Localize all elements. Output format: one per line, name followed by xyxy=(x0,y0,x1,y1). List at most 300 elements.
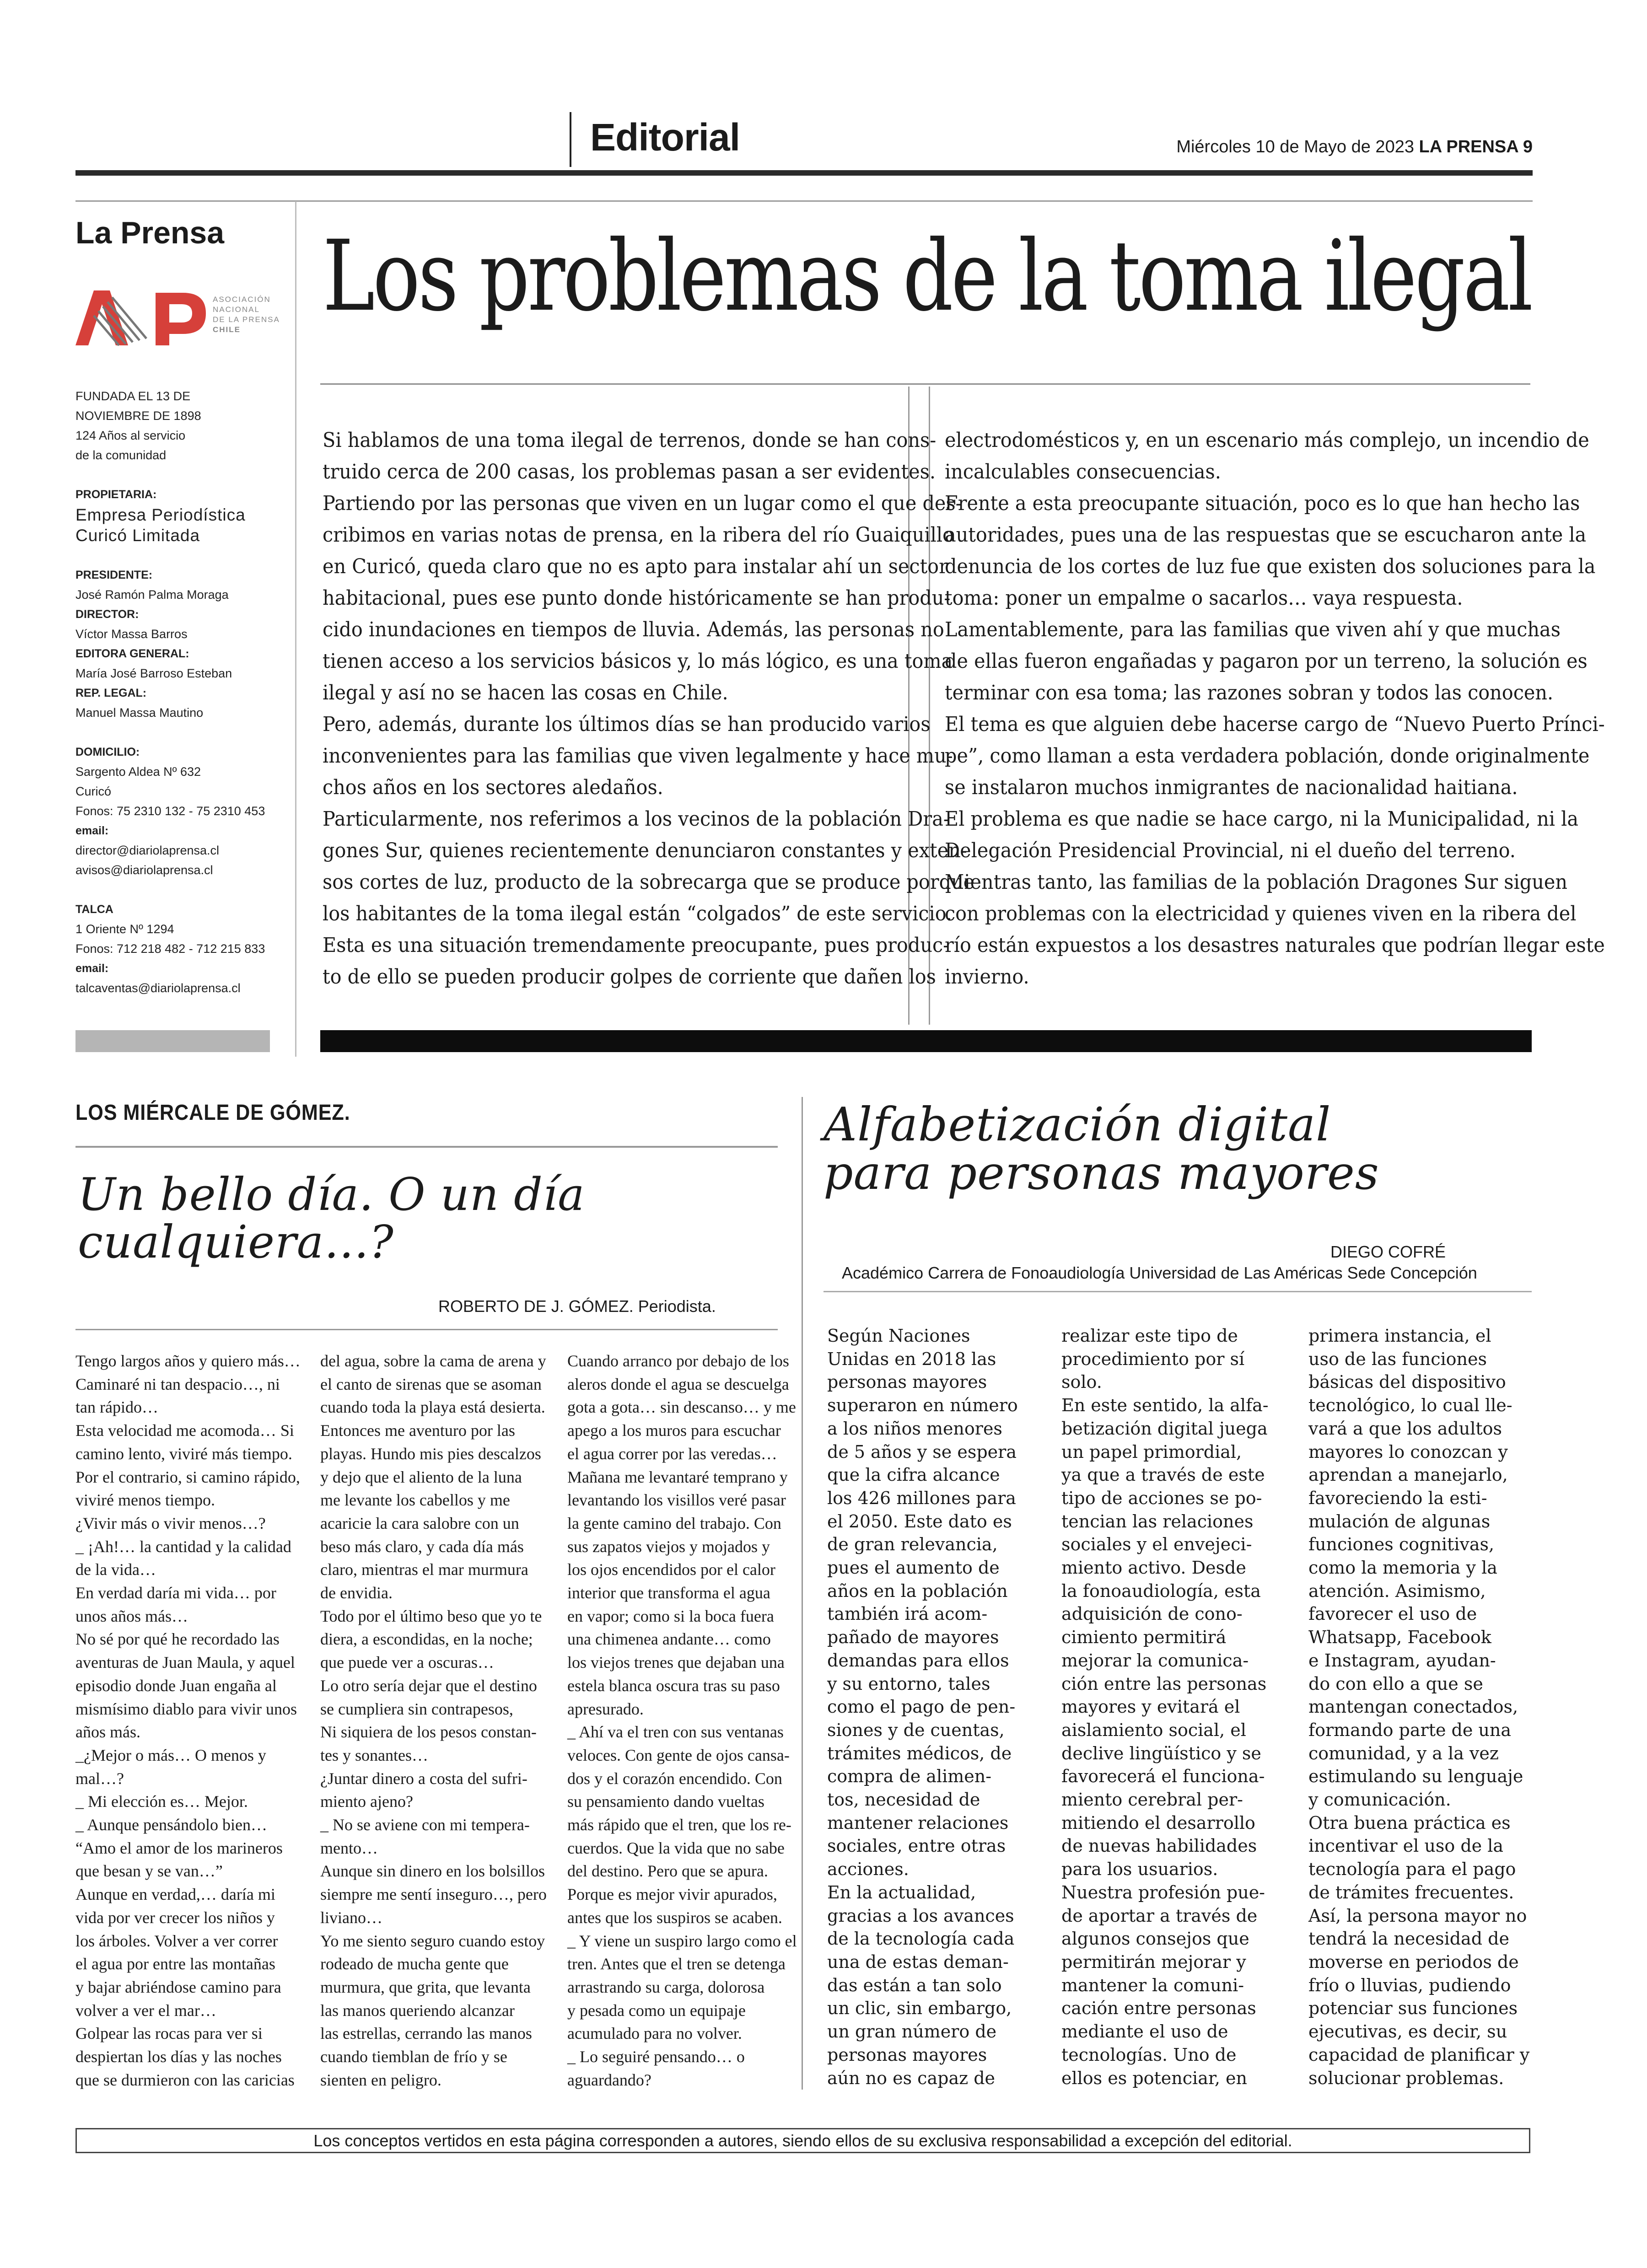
text-line: antes que los suspiros se acaben. xyxy=(567,1908,782,1927)
text-line: Particularmente, nos referimos a los vecinos de la población Dra- xyxy=(323,807,950,831)
text-line: das están a tan solo xyxy=(827,1975,1002,1995)
text-line: Pero, además, durante los últimos días se han producido varios xyxy=(323,713,931,736)
text-line: _ No se aviene con mi tempera- xyxy=(320,1816,530,1834)
text-line: pues el aumento de xyxy=(827,1558,1000,1578)
text-line: se instalaron muchos inmigrantes de nacionalidad haitiana. xyxy=(945,776,1518,799)
text-line: ilegal y así no se hacen las cosas en Chile. xyxy=(323,681,728,704)
anp-logo-mark xyxy=(75,290,206,345)
text-line: aún no es capaz de xyxy=(827,2068,996,2088)
text-line: trámites médicos, de xyxy=(827,1743,1012,1763)
text-line: Cuando arranco por debajo de los xyxy=(567,1352,789,1370)
text-line: para los usuarios. xyxy=(1061,1859,1218,1880)
text-line: acciones. xyxy=(827,1859,909,1880)
text-line: Todo por el último beso que yo te xyxy=(320,1607,542,1625)
text-line: mayores lo conozcan y xyxy=(1308,1441,1508,1462)
text-line: miento cerebral per- xyxy=(1061,1790,1243,1810)
text-line: a los niños menores xyxy=(827,1418,1002,1439)
text-line: y comunicación. xyxy=(1308,1790,1451,1810)
text-line: declive lingüístico y se xyxy=(1061,1743,1261,1763)
text-line: invierno. xyxy=(945,965,1029,989)
text-line: tos, necesidad de xyxy=(827,1790,980,1810)
text-line: arrastrando su carga, dolorosa xyxy=(567,1978,765,1996)
text-line: cribimos en varias notas de prensa, en la ribera del río Guaiquillo xyxy=(323,523,954,547)
text-line: cido inundaciones en tiempos de lluvia. Además, las personas no xyxy=(323,618,944,641)
text-line: mismísimo diablo para vivir unos xyxy=(75,1699,297,1718)
text-line: se cumpliera sin contrapesos, xyxy=(320,1699,513,1718)
text-line: Mientras tanto, las familias de la población Dragones Sur siguen xyxy=(945,871,1567,894)
text-line: las manos queriendo alcanzar xyxy=(320,2001,515,2020)
email-label: email: xyxy=(75,824,109,837)
text-line: mantengan conectados, xyxy=(1308,1697,1518,1717)
text-line: atención. Asimismo, xyxy=(1308,1580,1486,1601)
text-line: aguardando? xyxy=(567,2070,651,2089)
text-line: sos cortes de luz, producto de la sobrecarga que se produce porque xyxy=(323,871,975,894)
text-line: despiertan los días y las noches xyxy=(75,2048,282,2066)
text-line: levantando los visillos veré pasar xyxy=(567,1491,786,1510)
text-line: mal…? xyxy=(75,1769,124,1788)
svg-text:CHILE: CHILE xyxy=(213,325,241,334)
alfabetizacion-column-3 xyxy=(1308,1324,1529,2090)
text-line: apego a los muros para escuchar xyxy=(567,1421,781,1440)
headline-rule xyxy=(320,383,1530,385)
text-line: Aunque en verdad,… daría mi xyxy=(75,1885,275,1904)
text-line: acumulado para no volver. xyxy=(567,2024,742,2043)
text-line: básicas del dispositivo xyxy=(1308,1372,1506,1392)
text-line: del agua, sobre la cama de arena y xyxy=(320,1352,546,1370)
text-line: su pensamiento dando vueltas xyxy=(567,1792,764,1811)
text-line: cuando toda la playa está desierta. xyxy=(320,1398,545,1417)
text-line: favorecer el uso de xyxy=(1308,1604,1477,1624)
gomez-column-1 xyxy=(75,1349,301,2092)
text-line: incalculables consecuencias. xyxy=(945,460,1221,484)
text-line: miento activo. Desde xyxy=(1061,1558,1246,1578)
text-line: demandas para ellos xyxy=(827,1650,1009,1671)
text-line: cuerdos. Que la vida que no sabe xyxy=(567,1838,785,1857)
text-line: tecnología para el pago xyxy=(1308,1859,1516,1880)
text-line: mitiendo el desarrollo xyxy=(1061,1812,1255,1833)
talca-address: 1 Oriente Nº 1294 xyxy=(75,922,174,936)
text-line: _ Y viene un suspiro largo como el xyxy=(567,1931,797,1950)
text-line: la fonoaudiología, esta xyxy=(1061,1580,1261,1601)
text-line: Caminaré ni tan despacio…, ni xyxy=(75,1375,280,1393)
owner-name: Empresa Periodística xyxy=(75,505,246,524)
text-line: ejecutivas, es decir, su xyxy=(1308,2021,1507,2042)
text-line: ellos es potenciar, en xyxy=(1061,2068,1247,2088)
text-line: mantener relaciones xyxy=(827,1812,1009,1833)
text-line: algunos consejos que xyxy=(1061,1929,1249,1949)
text-line: _ Aunque pensándolo bien… xyxy=(75,1816,267,1834)
text-line: denuncia de los cortes de luz fue que existen dos soluciones para la xyxy=(945,555,1596,578)
text-line: Frente a esta preocupante situación, poco es lo que han hecho las xyxy=(945,492,1580,515)
staff-label: EDITORA GENERAL: xyxy=(75,647,189,660)
kicker-rule xyxy=(75,1146,778,1148)
text-line: dos y el corazón encendido. Con xyxy=(567,1769,782,1788)
text-line: gracias a los avances xyxy=(827,1905,1014,1926)
text-line: murmura, que grita, que levanta xyxy=(320,1978,531,1996)
text-line: No sé por qué he recordado las xyxy=(75,1630,280,1649)
text-line: veloces. Con gente de ojos cansa- xyxy=(567,1746,790,1764)
owner-name: Curicó Limitada xyxy=(75,526,200,545)
text-line: to de ello se pueden producir golpes de corriente que dañen los xyxy=(323,965,936,989)
text-line: e Instagram, ayudan- xyxy=(1308,1650,1496,1671)
text-line: _ ¡Ah!… la cantidad y la calidad xyxy=(75,1537,291,1556)
text-line: Aunque sin dinero en los bolsillos xyxy=(320,1862,545,1881)
svg-text:ASOCIACIÓN: ASOCIACIÓN xyxy=(213,295,271,304)
text-line: ya que a través de este xyxy=(1061,1465,1265,1485)
anp-logo-caption xyxy=(213,295,280,334)
text-line: aleros donde el agua se descuelga xyxy=(567,1375,789,1393)
text-line: más rápido que el tren, que los re- xyxy=(567,1816,791,1834)
text-line: estimulando su lenguaje xyxy=(1308,1766,1523,1787)
text-line: realizar este tipo de xyxy=(1061,1326,1238,1346)
text-line: El problema es que nadie se hace cargo, ni la Municipalidad, ni la xyxy=(945,807,1579,831)
text-line: mayores y evitará el xyxy=(1061,1697,1240,1717)
section-title: Editorial xyxy=(590,116,740,159)
text-line: las estrellas, cerrando las manos xyxy=(320,2024,532,2043)
text-line: estela blanca oscura tras su paso xyxy=(567,1676,780,1695)
text-line: que se durmieron con las caricias xyxy=(75,2070,295,2089)
text-line: el canto de sirenas que se asoman xyxy=(320,1375,542,1393)
staff-name: Manuel Massa Mautino xyxy=(75,706,204,720)
text-line: solo. xyxy=(1061,1372,1102,1392)
text-line: siempre me sentí inseguro…, pero xyxy=(320,1885,547,1904)
text-line: Así, la persona mayor no xyxy=(1308,1905,1527,1926)
text-line: ¿Juntar dinero a costa del sufri- xyxy=(320,1769,527,1788)
text-line: tecnológico, lo cual lle- xyxy=(1308,1395,1512,1416)
text-line: viviré menos tiempo. xyxy=(75,1491,215,1510)
text-line: cación entre personas xyxy=(1061,1998,1256,2019)
text-line: liviano… xyxy=(320,1908,382,1927)
byline-rule xyxy=(824,1291,1532,1292)
founded-line: 124 Años al servicio xyxy=(75,429,186,442)
text-line: tes y sonantes… xyxy=(320,1746,428,1764)
text-line: favorecerá el funciona- xyxy=(1061,1766,1265,1787)
text-line: capacidad de planificar y xyxy=(1308,2044,1530,2065)
text-line: diera, a escondidas, en la noche; xyxy=(320,1630,533,1649)
staff-name: María José Barroso Esteban xyxy=(75,666,232,680)
text-line: Golpear las rocas para ver si xyxy=(75,2024,263,2043)
text-line: _ Ahí va el tren con sus ventanas xyxy=(567,1723,784,1741)
gomez-column-2 xyxy=(320,1349,547,2092)
text-line: mantener la comuni- xyxy=(1061,1975,1244,1995)
text-line: de envidia. xyxy=(320,1584,393,1602)
text-line: tienen acceso a los servicios básicos y, lo más lógico, es una toma xyxy=(323,650,953,673)
text-line: de la vida… xyxy=(75,1560,156,1579)
staff-name: Víctor Massa Barros xyxy=(75,627,188,641)
text-line: permitirán mejorar y xyxy=(1061,1951,1246,1972)
text-line: apresurado. xyxy=(567,1699,644,1718)
text-line: Mañana me levantaré temprano y xyxy=(567,1467,788,1486)
editorial-column-2 xyxy=(945,425,1647,993)
text-line: siones y de cuentas, xyxy=(827,1720,1005,1740)
gomez-title-line: Un bello día. O un día xyxy=(78,1169,585,1221)
email-link[interactable]: avisos@diariolaprensa.cl xyxy=(75,863,213,877)
alfabetizacion-column-2 xyxy=(1061,1324,1269,2090)
text-line: de la tecnología cada xyxy=(827,1929,1015,1949)
text-line: superaron en número xyxy=(827,1395,1018,1416)
text-line: interior que transforma el agua xyxy=(567,1584,770,1602)
text-line: río están expuestos a los desastres naturales que podrían llegar este xyxy=(945,934,1605,957)
text-line: una chimenea andante… como xyxy=(567,1630,771,1649)
text-line: vida por ver crecer los niños y xyxy=(75,1908,275,1927)
text-line: camino lento, viviré más tiempo. xyxy=(75,1444,292,1463)
text-line: Entonces me aventuro por las xyxy=(320,1421,515,1440)
text-line: autoridades, pues una de las respuestas que se escucharon ante la xyxy=(945,523,1587,547)
text-line: terminar con esa toma; las razones sobran y todos las conocen. xyxy=(945,681,1554,704)
text-line: formando parte de una xyxy=(1308,1720,1512,1740)
text-line: tipo de acciones se po- xyxy=(1061,1488,1262,1508)
text-line: unos años más… xyxy=(75,1607,188,1625)
talca-phone: Fonos: 712 218 482 - 712 215 833 xyxy=(75,942,265,956)
text-line: beso más claro, y cada día más xyxy=(320,1537,524,1556)
text-line: el agua correr por las veredas… xyxy=(567,1444,777,1463)
text-line: que puede ver a oscuras… xyxy=(320,1653,494,1672)
text-line: el 2050. Este dato es xyxy=(827,1511,1012,1532)
text-line: un papel primordial, xyxy=(1061,1441,1242,1462)
text-line: un clic, sin embargo, xyxy=(827,1998,1012,2019)
header-rule xyxy=(75,170,1533,176)
text-line: sociales y el envejeci- xyxy=(1061,1534,1252,1555)
text-line: ción entre las personas xyxy=(1061,1673,1267,1694)
text-line: volver a ver el mar… xyxy=(75,2001,216,2020)
text-line: Ni siquiera de los pesos constan- xyxy=(320,1723,537,1741)
text-line: _ Lo seguiré pensando… o xyxy=(567,2048,745,2066)
staff-label: REP. LEGAL: xyxy=(75,687,147,699)
text-line: los ojos encendidos por el calor xyxy=(567,1560,775,1579)
text-line: claro, mientras el mar murmura xyxy=(320,1560,528,1579)
text-line: En la actualidad, xyxy=(827,1882,976,1903)
text-line: aventuras de Juan Maula, y aquel xyxy=(75,1653,295,1672)
founded-line: NOVIEMBRE DE 1898 xyxy=(75,409,201,423)
text-line: episodio donde Juan engaña al xyxy=(75,1676,277,1695)
text-line: Whatsapp, Facebook xyxy=(1308,1627,1491,1648)
gomez-title-line: cualquiera…? xyxy=(78,1216,394,1268)
text-line: sienten en peligro. xyxy=(320,2070,441,2089)
text-line: sus zapatos viejos y mojados y xyxy=(567,1537,770,1556)
text-line: do con ello a que se xyxy=(1308,1673,1483,1694)
alfabetizacion-title-line: Alfabetización digital xyxy=(824,1097,1331,1151)
alfabetizacion-title-line: para personas mayores xyxy=(824,1146,1379,1200)
text-line: ¿Vivir más o vivir menos…? xyxy=(75,1514,266,1532)
text-line: mediante el uso de xyxy=(1061,2021,1228,2042)
text-line: tecnologías. Uno de xyxy=(1061,2044,1237,2065)
masthead-bar xyxy=(75,1030,270,1052)
text-line: Unidas en 2018 las xyxy=(827,1349,996,1369)
text-line: funciones cognitivas, xyxy=(1308,1534,1495,1555)
text-line: playas. Hundo mis pies descalzos xyxy=(320,1444,541,1463)
text-line: miento ajeno? xyxy=(320,1792,413,1811)
text-line: y dejo que el aliento de la luna xyxy=(320,1467,522,1486)
editorial-column-1 xyxy=(323,425,1016,993)
text-line: _ Mi elección es… Mejor. xyxy=(75,1792,248,1811)
text-line: El tema es que alguien debe hacerse cargo de “Nuevo Puerto Prínci- xyxy=(945,713,1605,736)
text-line: aislamiento social, el xyxy=(1061,1720,1246,1740)
text-line: un gran número de xyxy=(827,2021,997,2042)
text-line: de 5 años y se espera xyxy=(827,1441,1017,1462)
owner-label: PROPIETARIA: xyxy=(75,488,157,501)
editorial-bottom-bar xyxy=(320,1030,1532,1052)
text-line: moverse en periodos de xyxy=(1308,1951,1519,1972)
founded-line: de la comunidad xyxy=(75,448,167,462)
text-line: y bajar abriéndose camino para xyxy=(75,1978,281,1996)
text-line: Delegación Presidencial Provincial, ni el dueño del terreno. xyxy=(945,839,1516,862)
text-line: Porque es mejor vivir apurados, xyxy=(567,1885,777,1904)
text-line: personas mayores xyxy=(827,1372,987,1392)
anp-logo xyxy=(75,288,280,348)
text-line: Lo otro sería dejar que el destino xyxy=(320,1676,537,1695)
footer-disclaimer: Los conceptos vertidos en esta página corresponden a autores, siendo ellos de su exclusiva responsabilidad a excepción del editorial. xyxy=(75,2128,1530,2153)
text-line: adquisición de cono- xyxy=(1061,1604,1243,1624)
text-line: Lamentablemente, para las familias que viven ahí y que muchas xyxy=(945,618,1561,641)
text-line: personas mayores xyxy=(827,2044,987,2065)
column-kicker: LOS MIÉRCALE DE GÓMEZ. xyxy=(75,1101,350,1125)
editorial-headline: Los problemas de la toma ilegal xyxy=(323,220,1531,333)
text-line: y su entorno, tales xyxy=(827,1673,990,1694)
text-line: el agua por entre las montañas xyxy=(75,1955,275,1973)
text-line: que la cifra alcance xyxy=(827,1465,1000,1485)
gomez-byline: ROBERTO DE J. GÓMEZ. Periodista. xyxy=(438,1297,716,1316)
phone-line: Fonos: 75 2310 132 - 75 2310 453 xyxy=(75,804,265,818)
text-line: de nuevas habilidades xyxy=(1061,1836,1257,1856)
text-line: incentivar el uso de la xyxy=(1308,1836,1504,1856)
text-line: de trámites frecuentes. xyxy=(1308,1882,1514,1903)
text-line: que besan y se van…” xyxy=(75,1862,223,1881)
text-line: mulación de algunas xyxy=(1308,1511,1491,1532)
text-line: betización digital juega xyxy=(1061,1418,1268,1439)
text-line: Yo me siento seguro cuando estoy xyxy=(320,1931,545,1950)
text-line: vará a que los adultos xyxy=(1308,1418,1502,1439)
text-line: chos años en los sectores aledaños. xyxy=(323,776,663,799)
text-line: también irá acom- xyxy=(827,1604,988,1624)
masthead-info xyxy=(75,387,277,998)
text-line: como el pago de pen- xyxy=(827,1697,1016,1717)
text-line: gota a gota… sin descanso… y me xyxy=(567,1398,796,1417)
text-line: mejorar la comunica- xyxy=(1061,1650,1249,1671)
alfabetizacion-affiliation: Académico Carrera de Fonoaudiología Universidad de Las Américas Sede Concepción xyxy=(842,1263,1477,1282)
text-line: procedimiento por sí xyxy=(1061,1349,1245,1369)
text-line: compra de alimen- xyxy=(827,1766,992,1787)
text-line: de aportar a través de xyxy=(1061,1905,1258,1926)
text-line: de ellas fueron engañadas y pagaron por un terreno, la solución es xyxy=(945,650,1588,673)
text-line: uso de las funciones xyxy=(1308,1349,1487,1369)
text-line: comunidad, y a la vez xyxy=(1308,1743,1499,1763)
talca-email-link[interactable]: talcaventas@diariolaprensa.cl xyxy=(75,981,241,995)
talca-label: TALCA xyxy=(75,903,113,916)
text-line: frío o lluvias, pudiendo xyxy=(1308,1975,1511,1995)
text-line: truido cerca de 200 casas, los problemas pasan a ser evidentes. xyxy=(323,460,936,484)
text-line: años en la población xyxy=(827,1580,1008,1601)
staff-label: PRESIDENTE: xyxy=(75,569,153,581)
text-line: Esta es una situación tremendamente preocupante, pues produc- xyxy=(323,934,950,957)
text-line: Tengo largos años y quiero más… xyxy=(75,1352,301,1370)
text-line: primera instancia, el xyxy=(1308,1326,1491,1346)
section-divider xyxy=(802,1097,803,2090)
text-line: en Curicó, queda claro que no es apto para instalar ahí un sector xyxy=(323,555,948,578)
text-line: acaricie la cara salobre con un xyxy=(320,1514,519,1532)
text-line: de gran relevancia, xyxy=(827,1534,998,1555)
text-line: pañado de mayores xyxy=(827,1627,999,1648)
talca-email-label: email: xyxy=(75,962,109,975)
text-line: inconvenientes para las familias que viven legalmente y hace mu- xyxy=(323,744,953,768)
text-line: del destino. Pero que se apura. xyxy=(567,1862,768,1881)
text-line: la gente camino del trabajo. Con xyxy=(567,1514,781,1532)
issue-date: Miércoles 10 de Mayo de 2023 xyxy=(1176,137,1414,156)
alfabetizacion-author: DIEGO COFRÉ xyxy=(1330,1242,1446,1261)
header-divider xyxy=(570,112,571,167)
gomez-column-3 xyxy=(567,1349,797,2092)
text-line: con problemas con la electricidad y quienes viven en la ribera del xyxy=(945,902,1577,925)
text-line: tencian las relaciones xyxy=(1061,1511,1254,1532)
masthead-name: La Prensa xyxy=(75,215,225,250)
svg-text:NACIONAL: NACIONAL xyxy=(213,305,260,314)
text-line: En verdad daría mi vida… por xyxy=(75,1584,276,1602)
text-line: aprendan a manejarlo, xyxy=(1308,1465,1508,1485)
text-line: habitacional, pues ese punto donde históricamente se han produ- xyxy=(323,586,951,610)
text-line: _¿Mejor o más… O menos y xyxy=(75,1746,266,1764)
svg-text:DE LA PRENSA: DE LA PRENSA xyxy=(213,315,280,324)
text-line: me levante los cabellos y me xyxy=(320,1491,510,1510)
staff-label: DIRECTOR: xyxy=(75,608,139,621)
text-line: tren. Antes que el tren se detenga xyxy=(567,1955,786,1973)
text-line: una de estas deman- xyxy=(827,1951,1009,1972)
founded-line: FUNDADA EL 13 DE xyxy=(75,389,191,403)
paper-page: LA PRENSA 9 xyxy=(1419,137,1533,156)
text-line: cuando tiemblan de frío y se xyxy=(320,2048,507,2066)
text-line: En este sentido, la alfa- xyxy=(1061,1395,1269,1416)
text-line: los 426 millones para xyxy=(827,1488,1016,1508)
text-line: favoreciendo la esti- xyxy=(1308,1488,1487,1508)
text-line: mento… xyxy=(320,1838,378,1857)
alfabetizacion-column-1 xyxy=(827,1324,1018,2090)
text-line: Si hablamos de una toma ilegal de terrenos, donde se han cons- xyxy=(323,429,937,452)
text-line: los habitantes de la toma ilegal están “colgados” de este servicio. xyxy=(323,902,953,925)
text-line: como la memoria y la xyxy=(1308,1558,1497,1578)
text-line: electrodomésticos y, en un escenario más complejo, un incendio de xyxy=(945,429,1589,452)
text-line: Nuestra profesión pue- xyxy=(1061,1882,1265,1903)
text-line: solucionar problemas. xyxy=(1308,2068,1504,2088)
email-link[interactable]: director@diariolaprensa.cl xyxy=(75,844,220,857)
header-subrule xyxy=(75,200,1533,202)
text-line: potenciar sus funciones xyxy=(1308,1998,1518,2019)
text-line: “Amo el amor de los marineros xyxy=(75,1838,283,1857)
staff-name: José Ramón Palma Moraga xyxy=(75,588,229,602)
text-line: sociales, entre otras xyxy=(827,1836,1006,1856)
text-line: pe”, como llaman a esta verdadera población, donde originalmente xyxy=(945,744,1590,768)
text-line: cimiento permitirá xyxy=(1061,1627,1227,1648)
text-line: los árboles. Volver a ver correr xyxy=(75,1931,278,1950)
text-line: rodeado de mucha gente que xyxy=(320,1955,509,1973)
address-line: Curicó xyxy=(75,785,112,798)
address-line: Sargento Aldea Nº 632 xyxy=(75,765,201,779)
text-line: toma: poner un empalme o sacarlos… vaya respuesta. xyxy=(945,586,1463,610)
text-line: gones Sur, quienes recientemente denunciaron constantes y exten- xyxy=(323,839,967,862)
byline-rule xyxy=(75,1329,778,1330)
text-line: Otra buena práctica es xyxy=(1308,1812,1511,1833)
text-line: Partiendo por las personas que viven en un lugar como el que des- xyxy=(323,492,962,515)
masthead-divider xyxy=(295,201,296,1057)
text-line: los viejos trenes que dejaban una xyxy=(567,1653,785,1672)
text-line: en vapor; como si la boca fuera xyxy=(567,1607,774,1625)
address-label: DOMICILIO: xyxy=(75,746,140,758)
gomez-title xyxy=(78,1171,585,1266)
issue-date-line xyxy=(1176,137,1533,157)
text-line: y pesada como un equipaje xyxy=(567,2001,746,2020)
text-line: tan rápido… xyxy=(75,1398,158,1417)
text-line: Por el contrario, si camino rápido, xyxy=(75,1467,300,1486)
text-line: tendrá la necesidad de xyxy=(1308,1929,1509,1949)
alfabetizacion-title xyxy=(824,1097,1379,1200)
text-line: Según Naciones xyxy=(827,1326,970,1346)
